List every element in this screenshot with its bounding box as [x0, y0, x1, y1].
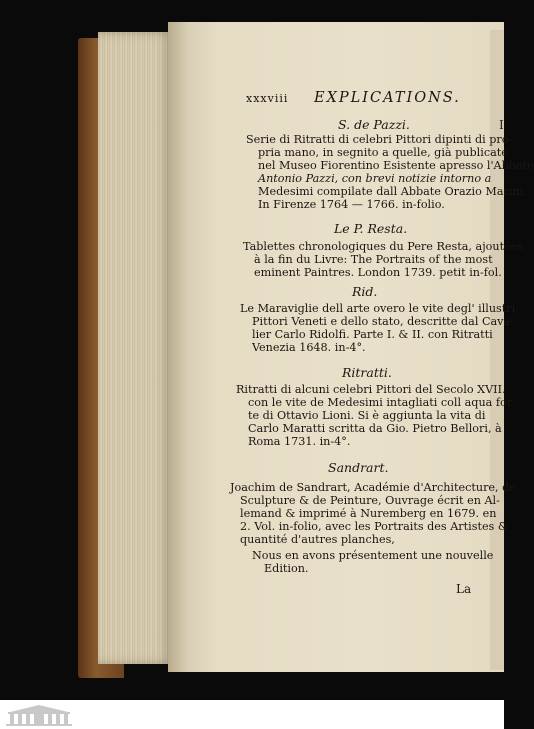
entry-line: eminent Paintres. London 1739. petit in-fol. — [254, 266, 502, 279]
entry-line: Roma 1731. in-4°. — [248, 435, 351, 448]
entry-line: Nous en avons présentement une nouvelle — [252, 549, 494, 562]
viewer-footer-bar — [0, 700, 504, 729]
entry-line: 2. Vol. in-folio, avec les Portraits des Artistes & — [240, 520, 508, 533]
entry-heading: Le P. Resta. — [334, 221, 408, 236]
entry-line: In Firenze 1764 — 1766. in-folio. — [258, 198, 445, 211]
entry-line: Joachim de Sandrart, Académie d'Architecture, de — [230, 481, 516, 494]
entry-heading: Sandrart. — [328, 460, 389, 475]
entry-line: Serie di Ritratti di celebri Pittori dipinti di pro- — [246, 133, 513, 146]
entry-line: Antonio Pazzi, con brevi notizie intorno a — [258, 172, 492, 185]
entry-line: Venezia 1648. in-4°. — [252, 341, 366, 354]
entry-line: Medesimi compilate dall Abbate Orazio Marini. — [258, 185, 527, 198]
entry-line: nel Museo Fiorentino Esistente apresso l'Abbate — [258, 159, 534, 172]
entry-line: lemand & imprimé à Nuremberg en 1679. en — [240, 507, 497, 520]
library-building-icon — [4, 703, 74, 727]
entry-heading: Ritratti. — [342, 365, 392, 380]
running-title: EXPLICATIONS. — [314, 90, 461, 106]
entry-line: te di Ottavio Lioni. Si è aggiunta la vita di — [248, 409, 486, 422]
entry-line: Ritratti di alcuni celebri Pittori del Secolo XVII. — [236, 383, 506, 396]
catchword: La — [456, 582, 472, 596]
facing-page-mark: I — [499, 118, 504, 132]
entry-line: Carlo Maratti scritta da Gio. Pietro Bellori, à — [248, 422, 502, 435]
entry-line: Sculpture & de Peinture, Ouvrage écrit en Al- — [240, 494, 500, 507]
entry-line: pria mano, in segnito a quelle, già publicate — [258, 146, 508, 159]
page-number: xxxviii — [246, 92, 289, 105]
entry-line: Edition. — [264, 562, 309, 575]
entry-line: Pittori Veneti e dello stato, descritte dal Cava- — [252, 315, 514, 328]
entry-line: lier Carlo Ridolfi. Parte I. & II. con Ritratti — [252, 328, 493, 341]
page-edges — [98, 32, 172, 664]
entry-line: Le Maraviglie dell arte overo le vite degl' illustri — [240, 302, 516, 315]
entry-line: à la fin du Livre: The Portraits of the most — [254, 253, 493, 266]
entry-heading: S. de Pazzi. — [338, 117, 410, 132]
entry-heading: Rid. — [352, 284, 378, 299]
entry-line: Tablettes chronologiques du Pere Resta, ajoutées — [243, 240, 524, 253]
entry-line: con le vite de Medesimi intagliati coll aqua for- — [248, 396, 516, 409]
entry-line: quantité d'autres planches, — [240, 533, 395, 546]
